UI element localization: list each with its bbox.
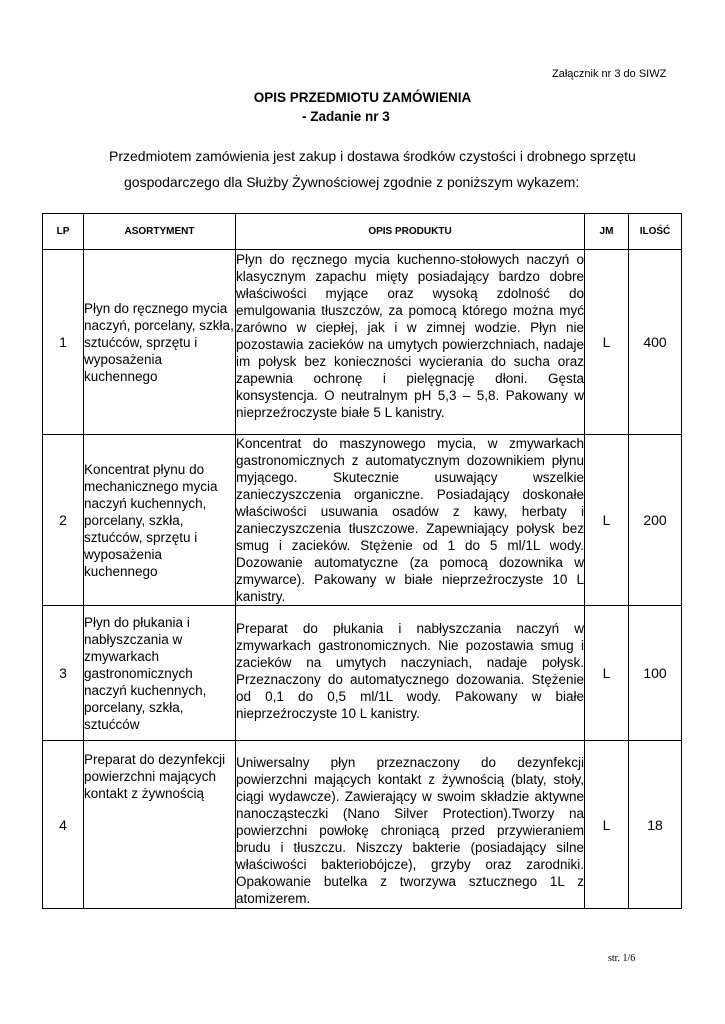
column-header-opis: OPIS PRODUKTU	[236, 214, 585, 250]
row-jm: L	[585, 606, 629, 741]
row-lp: 1	[43, 250, 84, 435]
column-header-asortyment: ASORTYMENT	[84, 214, 236, 250]
row-asortyment: Koncentrat płynu do mechanicznego mycia naczyń kuchennych, porcelany, szkła, sztućców, sprzętu i wyposażenia kuchennego	[84, 435, 236, 606]
table-row	[43, 606, 682, 741]
row-ilosc: 400	[629, 250, 682, 435]
row-opis: Płyn do ręcznego mycia kuchenno-stołowych naczyń o klasycznym zapachu mięty posiadający bardzo dobre właściwości myjące oraz wysoką zdolność do emulgowania tłuszczów, za pomocą którego można myć zarówno w ciepłej, jak i w zimnej wodzie. Płyn nie pozostawia zacieków na umytych powierzchniach, nadaje im połysk bez konieczności wycierania do sucha oraz zapewnia ochronę i pielęgnację dłoni. Gęsta konsystencja. O neutralnym pH 5,3 – 5,8. Pakowany w nieprzeźroczyste białe 5 L kanistry.	[236, 250, 585, 435]
row-opis: Preparat do płukania i nabłyszczania naczyń w zmywarkach gastronomicznych. Nie pozostawia smug i zacieków na umytych naczyniach, nadaje połysk. Przeznaczony do automatycznego dozowania. Stężenie od 0,1 do 0,5 ml/1L wody. Pakowany w białe nieprzeźroczyste 10 L kanistry.	[236, 606, 585, 741]
row-jm: L	[585, 435, 629, 606]
document-title: OPIS PRZEDMIOTU ZAMÓWIENIA	[253, 90, 472, 105]
row-ilosc: 100	[629, 606, 682, 741]
table-header-row	[43, 214, 682, 250]
table-row	[43, 741, 682, 909]
annex-label: Załącznik nr 3 do SIWZ	[552, 68, 667, 80]
row-asortyment: Preparat do dezynfekcji powierzchni mających kontakt z żywnością	[84, 741, 236, 909]
page-number: str. 1/6	[608, 953, 636, 964]
row-lp: 4	[43, 741, 84, 909]
row-asortyment: Płyn do ręcznego mycia naczyń, porcelany, szkła, sztućców, sprzętu i wyposażenia kuchennego	[84, 250, 236, 435]
column-header-ilosc: ILOŚĆ	[629, 214, 682, 250]
column-header-lp: LP	[43, 214, 84, 250]
column-header-jm: JM	[585, 214, 629, 250]
row-opis: Koncentrat do maszynowego mycia, w zmywarkach gastronomicznych z automatycznym dozownikiem płynu myjącego. Skutecznie usuwający wszelkie zanieczyszczenia organiczne. Posiadający doskonałe właściwości usuwania osadów z kawy, herbaty i zanieczyszczenia tłuszczowe. Zapewniający połysk bez smug i zacieków. Stężenie od 1 do 5 ml/1L wody. Dozowanie automatyczne (za pomocą dozownika w zmywarce). Pakowany w białe nieprzeźroczyste 10 L kanistry.	[236, 436, 584, 604]
product-table	[42, 213, 682, 909]
table-row	[43, 435, 682, 606]
row-jm: L	[585, 741, 629, 909]
row-ilosc: 200	[629, 435, 682, 606]
intro-line-1: Przedmiotem zamówienia jest zakup i dostawa środków czystości i drobnego sprzętu	[109, 148, 636, 164]
table-row	[43, 250, 682, 435]
row-ilosc: 18	[629, 741, 682, 909]
row-asortyment: Płyn do płukania i nabłyszczania w zmywarkach gastronomicznych naczyń kuchennych, porcelany, szkła, sztućców	[84, 606, 236, 741]
intro-line-2: gospodarczego dla Służby Żywnościowej zgodnie z poniższym wykazem:	[124, 174, 580, 190]
row-opis: Uniwersalny płyn przeznaczony do dezynfekcji powierzchni mających kontakt z żywnością (blaty, stoły, ciągi wydawcze). Zawierający w swoim składzie aktywne nanocząsteczki (Nano Silver Protection).Tworzy na powierzchni powłokę chroniącą przed przywieraniem brudu i tłuszczu. Niszczy bakterie (posiadający silne właściwości bakteriobójcze), grzyby oraz zarodniki. Opakowanie butelka z tworzywa sztucznego 1L z atomizerem.	[236, 741, 585, 909]
document-subtitle: - Zadanie nr 3	[302, 109, 390, 124]
row-lp: 2	[43, 435, 84, 606]
row-jm: L	[585, 250, 629, 435]
row-lp: 3	[43, 606, 84, 741]
